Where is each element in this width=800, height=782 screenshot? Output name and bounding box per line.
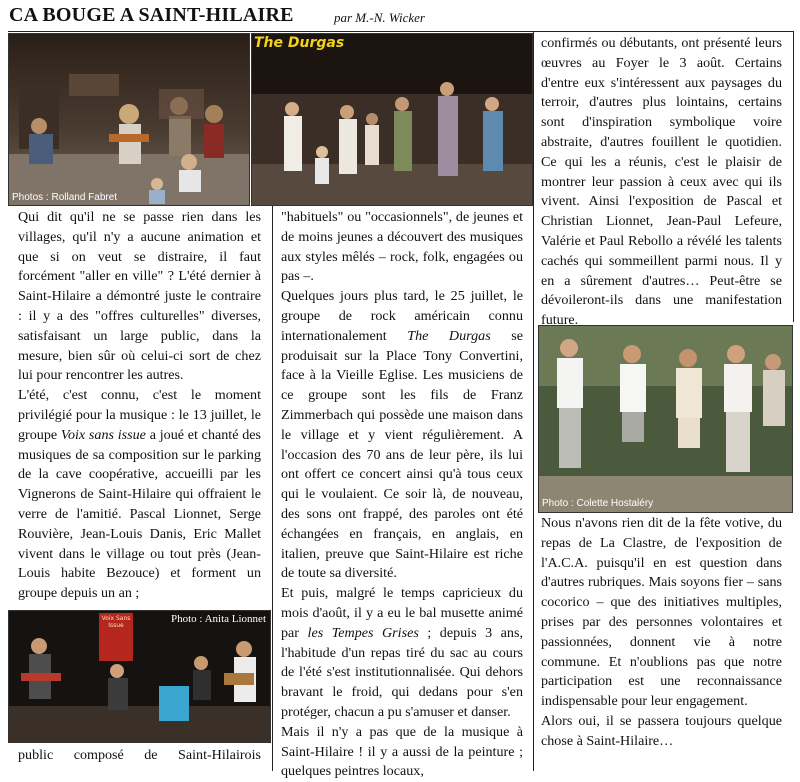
col2-paragraph-1: "habituels" ou "occasionnels", de jeunes et de moins jeunes a découvert des musiques aux styles mêlés – rock, folk, engagées ou pas –. (281, 209, 523, 285)
column-divider-2 (533, 32, 534, 771)
band-banner-text: Voix Sans Issue (101, 615, 131, 629)
the-durgas-logo: The Durgas (254, 35, 345, 51)
group-name-voix-sans-issue: Voix sans issue (60, 426, 146, 443)
dancing-crowd-photo (251, 33, 533, 206)
band-stage-image (9, 34, 249, 205)
col1-paragraph-1: Qui dit qu'il ne se passe rien dans les villages, qu'il n'y a aucune animation et que si on veut se distraire, il faut forcément "aller en ville" ? L'été dernier à Saint-Hilaire a démontré juste le contraire : il y a des "offres culturelles" diverses, satisfaisant un large public, dans la mesure, bien sûr où celui-ci sort de chez lui pour rencontrer les autres. (18, 209, 261, 384)
group-name-the-durgas: The Durgas (407, 327, 491, 344)
photo-credit-right: Photo : Colette Hostaléry (542, 498, 654, 509)
right-frame (793, 31, 794, 322)
column-1-tail (18, 746, 261, 766)
exhibition-group-photo (538, 325, 793, 513)
exhibition-group-image (539, 326, 792, 512)
column-1-text (18, 208, 261, 604)
column-3-text-top (541, 34, 782, 331)
col1-p2-end: a joué et chanté des musiques de sa composition sur le parking de la cave coopérative, accueilli par les Vignerons de Saint-Hilaire qui offraient le verre de l'amitié. Pascal Lionnet, Serge Rouvière, Jean-Louis Danis, Eric Mallet vivent dans le village ou tout près (Jean-Louis habite Bezouce) et forment un groupe depuis un an ; (18, 426, 262, 602)
column-divider-1 (272, 205, 273, 771)
band-photo-top-left (8, 33, 250, 206)
dancing-crowd-image (252, 34, 532, 205)
col1-paragraph-2 (18, 386, 261, 604)
photo-credit-bottom-left: Photo : Anita Lionnet (170, 613, 266, 625)
col3-paragraph-1: confirmés ou débutants, ont présenté leurs œuvres au Foyer le 3 août. Certains d'entre eux s'intéressent aux paysages du terroir, d'autres plus lointains, certains sont d'inspiration symbolique voire abstraite, d'autres fouillent le quotidien. Ce qui les a réunis, c'est le plaisir de montrer leur passion à ceux avec qui ils vivent. Ainsi l'exposition de Pascal et Christian Lionnet, Jean-Paul Lefeure, Valérie et Paul Rebollo a révélé les talents cachés qui sommeillent parmi nous. Il y en a sûrement d'autres… Peut-être se dévoileront-ils dans une manifestation future. (541, 35, 782, 329)
photo-credit-top-left: Photos : Rolland Fabret (12, 192, 118, 203)
top-rule (8, 31, 794, 32)
col2-paragraph-4: Mais il n'y a pas que de la musique à Saint-Hilaire ! il y a aussi de la peinture ; quelques peintres locaux, (281, 723, 523, 780)
group-name-tempes-grises: les Tempes Grises (307, 624, 419, 641)
col2-paragraph-2 (281, 287, 523, 584)
col3-paragraph-2: Nous n'avons rien dit de la fête votive, du repas de La Clastre, de l'exposition de l'A.C.A. puisqu'il en est question dans d'autres rubriques. Mais soyons fier – sans cocorico – que des initiatives multiples, prises par des personnes volontaires et passionnées, donnent vie à notre commune. Et n'oublions pas que notre participation est une reconnaissance indispensable pour leur engagement. (541, 515, 782, 710)
article-title: CA BOUGE A SAINT-HILAIRE (9, 4, 294, 26)
band-photo-bottom-left (8, 610, 271, 743)
col2-p2-end: se produisait sur la Place Tony Convertini, face à la Vieille Eglise. Les musiciens de ce groupe sont les fils de Franz Zimmerbach qui possède une maison dans le village et y vient régulièrement. A l'occasion des 70 ans de leur père, ils lui ont offert ce concert ainsi qu'à tous ceux qui le voulaient. Ce soir là, de nouveau, des sons ont frappé, des paroles ont été échangées en français, en anglais, en italien, preuve que Saint-Hilaire est riche de toute sa diversité. (281, 327, 524, 582)
col2-p3-end: ; depuis 3 ans, l'habitude d'un repas tiré du sac au cours de l'été s'est institutionnalisée. Qui dehors bravant le froid, qui dedans pour s'en protéger, chacun a pu s'amuser et danser. (281, 624, 523, 720)
col2-paragraph-3 (281, 584, 523, 723)
column-3-text-bottom (541, 514, 782, 752)
voix-sans-issue-image (9, 611, 270, 742)
col1-tail-line: public composé de Saint-Hilairois (18, 747, 261, 763)
col2-p2-start: Quelques jours plus tard, le 25 juillet, le groupe de rock américain connu internationalement (281, 288, 523, 344)
col3-paragraph-3: Alors oui, il se passera toujours quelque chose à Saint-Hilaire… (541, 712, 782, 749)
column-2-text (281, 208, 523, 782)
col1-p2-start: L'été, c'est connu, c'est le moment privilégié pour la musique : le 13 juillet, le groupe (18, 387, 261, 443)
col2-p3-start: Et puis, malgré le temps capricieux du mois d'août, il y a eu le bal musette animé par (281, 585, 523, 641)
article-byline: par M.-N. Wicker (334, 10, 425, 25)
